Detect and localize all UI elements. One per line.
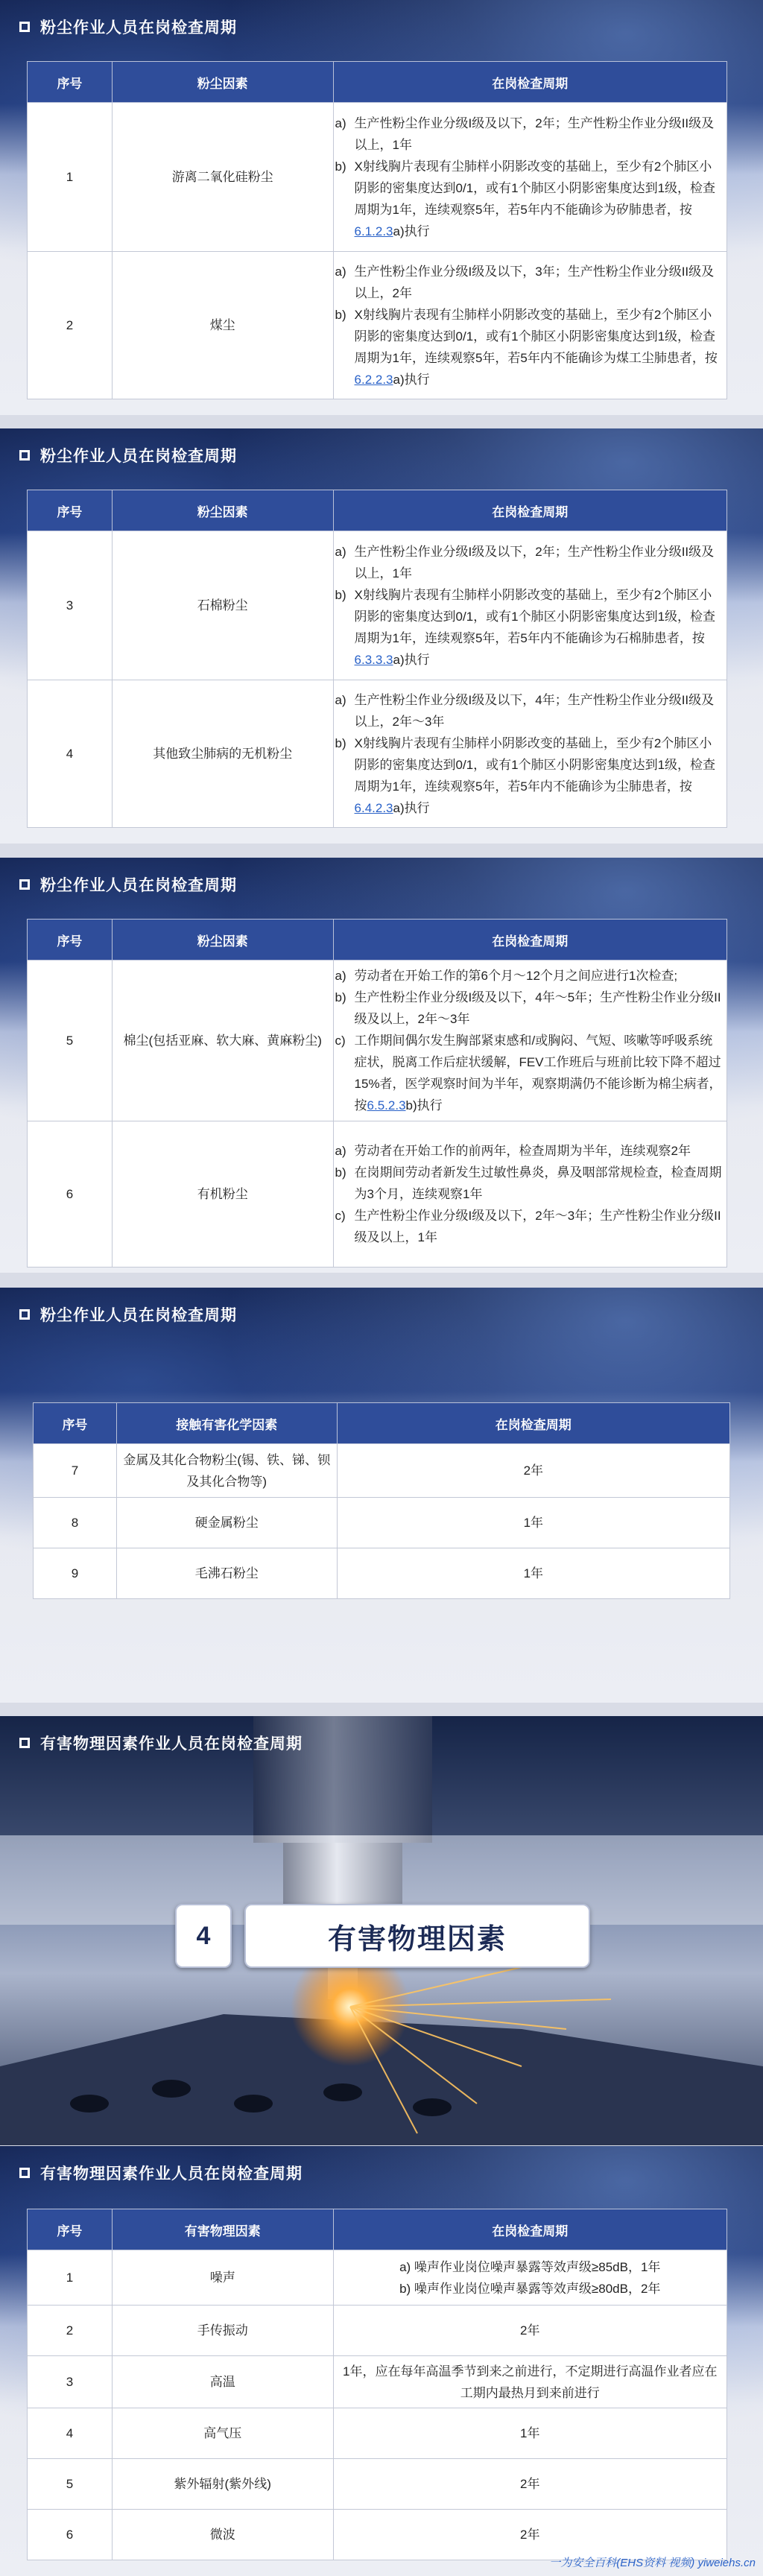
section-title-box bbox=[244, 1904, 590, 1968]
table-row bbox=[28, 2510, 727, 2560]
table-row bbox=[28, 103, 727, 252]
row-periods bbox=[333, 1121, 726, 1268]
row-no: 3 bbox=[28, 531, 113, 680]
table-row bbox=[34, 1498, 730, 1548]
header-factor: 接触有害化学因素 bbox=[116, 1403, 337, 1444]
row-period: 2年 bbox=[333, 2459, 726, 2510]
period-item: c) 工作期间偶尔发生胸部紧束感和/或胸闷、气短、咳嗽等呼吸系统症状，脱离工作后症状缓解，FEV工作班后与班前比较下降不超过15%者，医学观察时间为半年，观察期满仍不能诊断为棉尘病者，按6.5.2.3b)执行 bbox=[335, 1034, 722, 1113]
table-header-row bbox=[28, 920, 727, 961]
period-item: b) X射线胸片表现有尘肺样小阴影改变的基础上，至少有2个肺区小阴影的密集度达到0/1，或有1个肺区小阴影密集度达到1级，检查周期为1年，连续观察5年，若5年内不能确诊为煤工尘肺患者，按6.2.2.3a)执行 bbox=[335, 307, 718, 387]
row-period: 2年 bbox=[333, 2510, 726, 2560]
header-period: 在岗检查周期 bbox=[333, 2209, 726, 2250]
row-factor: 高气压 bbox=[112, 2408, 333, 2459]
title-square-icon bbox=[19, 1738, 30, 1748]
row-period bbox=[333, 2250, 726, 2306]
table-row bbox=[28, 680, 727, 828]
section-number: 4 bbox=[196, 1921, 211, 1950]
slide-dust-3 bbox=[0, 858, 763, 1273]
period-line: b) 噪声作业岗位噪声暴露等效声级≥80dB，2年 bbox=[399, 2281, 661, 2296]
slide-title: 粉尘作业人员在岗检查周期 bbox=[40, 19, 237, 37]
table-row bbox=[28, 2356, 727, 2408]
row-factor: 有机粉尘 bbox=[112, 1121, 333, 1268]
slide-title-bar bbox=[0, 2146, 763, 2200]
table-row bbox=[34, 1548, 730, 1599]
section-number-box bbox=[175, 1904, 232, 1968]
slide-dust-2 bbox=[0, 428, 763, 844]
table-row bbox=[28, 2408, 727, 2459]
period-item: b) X射线胸片表现有尘肺样小阴影改变的基础上，至少有2个肺区小阴影的密集度达到0/1，或有1个肺区小阴影密集度达到1级，检查周期为1年，连续观察5年，若5年内不能确诊为石棉肺患者，按6.3.3.3a)执行 bbox=[335, 587, 716, 667]
slide-title-bar bbox=[0, 1288, 763, 1341]
header-factor: 粉尘因素 bbox=[112, 920, 333, 961]
header-no: 序号 bbox=[28, 2209, 113, 2250]
period-item: b) 生产性粉尘作业分级I级及以下，4年～5年；生产性粉尘作业分级II级及以上，2年～3年 bbox=[335, 990, 721, 1026]
row-periods bbox=[333, 680, 726, 828]
row-no: 4 bbox=[28, 680, 113, 828]
row-factor: 石棉粉尘 bbox=[112, 531, 333, 680]
row-periods bbox=[333, 103, 726, 252]
header-factor: 粉尘因素 bbox=[112, 62, 333, 103]
row-no: 1 bbox=[28, 2250, 113, 2306]
slide-title: 粉尘作业人员在岗检查周期 bbox=[40, 448, 237, 465]
title-square-icon bbox=[19, 2168, 30, 2178]
header-no: 序号 bbox=[34, 1403, 117, 1444]
slide-dust-1 bbox=[0, 0, 763, 415]
table-row bbox=[28, 252, 727, 399]
header-period: 在岗检查周期 bbox=[333, 62, 726, 103]
row-no: 6 bbox=[28, 1121, 113, 1268]
row-no: 5 bbox=[28, 2459, 113, 2510]
row-factor: 手传振动 bbox=[112, 2306, 333, 2356]
slide-title-bar bbox=[0, 858, 763, 911]
row-period: 1年 bbox=[333, 2408, 726, 2459]
title-square-icon bbox=[19, 879, 30, 890]
clause-link[interactable]: 6.1.2.3 bbox=[354, 224, 393, 238]
table-header-row bbox=[34, 1403, 730, 1444]
row-factor: 高温 bbox=[112, 2356, 333, 2408]
slide-dust-4 bbox=[0, 1288, 763, 1703]
row-no: 1 bbox=[28, 103, 113, 252]
header-no: 序号 bbox=[28, 62, 113, 103]
row-period: 1年，应在每年高温季节到来之前进行，不定期进行高温作业者应在工期内最热月到来前进行 bbox=[333, 2356, 726, 2408]
clause-link[interactable]: 6.3.3.3 bbox=[354, 652, 393, 667]
slide-title-bar bbox=[0, 0, 763, 54]
row-factor: 紫外辐射(紫外线) bbox=[112, 2459, 333, 2510]
row-no: 6 bbox=[28, 2510, 113, 2560]
slide-physical-table bbox=[0, 2146, 763, 2576]
row-no: 7 bbox=[34, 1444, 117, 1498]
table-row bbox=[28, 961, 727, 1121]
slide-title: 有害物理因素作业人员在岗检查周期 bbox=[40, 2165, 303, 2183]
row-no: 3 bbox=[28, 2356, 113, 2408]
row-no: 9 bbox=[34, 1548, 117, 1599]
period-item: c) 生产性粉尘作业分级I级及以下，2年～3年；生产性粉尘作业分级II级及以上，1年 bbox=[335, 1209, 721, 1244]
row-periods bbox=[333, 531, 726, 680]
slide-title-bar bbox=[0, 1716, 763, 1770]
chemical-dust-table bbox=[33, 1402, 730, 1599]
period-line: a) 噪声作业岗位噪声暴露等效声级≥85dB，1年 bbox=[399, 2259, 661, 2274]
row-factor: 煤尘 bbox=[112, 252, 333, 399]
row-no: 2 bbox=[28, 252, 113, 399]
period-item: b) X射线胸片表现有尘肺样小阴影改变的基础上，至少有2个肺区小阴影的密集度达到0/1，或有1个肺区小阴影密集度达到1级，检查周期为1年，连续观察5年，若5年内不能确诊为尘肺患者，按6.4.2.3a)执行 bbox=[335, 735, 716, 815]
row-no: 2 bbox=[28, 2306, 113, 2356]
table-header-row bbox=[28, 490, 727, 531]
section-title: 有害物理因素 bbox=[327, 1923, 507, 1955]
header-period: 在岗检查周期 bbox=[333, 920, 726, 961]
header-period: 在岗检查周期 bbox=[333, 490, 726, 531]
header-period: 在岗检查周期 bbox=[337, 1403, 729, 1444]
period-item: a) 生产性粉尘作业分级I级及以下，4年；生产性粉尘作业分级II级及以上，2年～3年 bbox=[335, 692, 715, 729]
row-period: 1年 bbox=[337, 1548, 729, 1599]
physical-factor-table bbox=[27, 2209, 727, 2560]
row-no: 5 bbox=[28, 961, 113, 1121]
row-period: 2年 bbox=[333, 2306, 726, 2356]
title-square-icon bbox=[19, 1309, 30, 1320]
table-row bbox=[28, 1121, 727, 1268]
slide-title: 有害物理因素作业人员在岗检查周期 bbox=[40, 1735, 303, 1753]
row-factor: 游离二氧化硅粉尘 bbox=[112, 103, 333, 252]
header-no: 序号 bbox=[28, 920, 113, 961]
dust-table-1 bbox=[27, 61, 727, 399]
row-factor: 金属及其化合物粉尘(锡、铁、锑、钡及其化合物等) bbox=[116, 1444, 337, 1498]
table-row bbox=[28, 2250, 727, 2306]
slide-section-physical bbox=[0, 1716, 763, 2145]
table-row bbox=[28, 531, 727, 680]
row-period: 2年 bbox=[337, 1444, 729, 1498]
row-factor: 棉尘(包括亚麻、软大麻、黄麻粉尘) bbox=[112, 961, 333, 1121]
table-header-row bbox=[28, 62, 727, 103]
period-item: a) 生产性粉尘作业分级I级及以下，2年；生产性粉尘作业分级II级及以上，1年 bbox=[335, 544, 715, 580]
clause-link[interactable]: 6.5.2.3 bbox=[367, 1098, 406, 1113]
header-factor: 有害物理因素 bbox=[112, 2209, 333, 2250]
row-factor: 毛沸石粉尘 bbox=[116, 1548, 337, 1599]
table-row bbox=[28, 2306, 727, 2356]
row-factor: 其他致尘肺病的无机粉尘 bbox=[112, 680, 333, 828]
period-item: a) 生产性粉尘作业分级I级及以下，2年；生产性粉尘作业分级II级及以上，1年 bbox=[335, 115, 715, 152]
slide-title: 粉尘作业人员在岗检查周期 bbox=[40, 877, 237, 894]
period-item: b) X射线胸片表现有尘肺样小阴影改变的基础上，至少有2个肺区小阴影的密集度达到0/1，或有1个肺区小阴影密集度达到1级，检查周期为1年，连续观察5年，若5年内不能确诊为矽肺患者，按6.1.2.3a)执行 bbox=[335, 159, 716, 238]
title-square-icon bbox=[19, 22, 30, 32]
slide-title-bar bbox=[0, 428, 763, 482]
period-item: a) 生产性粉尘作业分级I级及以下，3年；生产性粉尘作业分级II级及以上，2年 bbox=[335, 264, 715, 300]
row-factor: 微波 bbox=[112, 2510, 333, 2560]
period-item: a) 劳动者在开始工作的前两年，检查周期为半年，连续观察2年 bbox=[335, 1144, 691, 1158]
row-periods bbox=[333, 252, 726, 399]
dust-table-2 bbox=[27, 490, 727, 828]
period-item: b) 在岗期间劳动者新发生过敏性鼻炎，鼻及咽部常规检查，检查周期为3个月，连续观察1年 bbox=[335, 1165, 722, 1201]
header-no: 序号 bbox=[28, 490, 113, 531]
row-no: 8 bbox=[34, 1498, 117, 1548]
row-no: 4 bbox=[28, 2408, 113, 2459]
watermark: 一为安全百科(EHS资料 视频) yiweiehs.cn bbox=[549, 2557, 756, 2569]
title-square-icon bbox=[19, 450, 30, 461]
clause-link[interactable]: 6.4.2.3 bbox=[354, 800, 393, 815]
period-item: a) 劳动者在开始工作的第6个月～12个月之间应进行1次检查; bbox=[335, 969, 678, 983]
table-header-row bbox=[28, 2209, 727, 2250]
row-period: 1年 bbox=[337, 1498, 729, 1548]
row-factor: 噪声 bbox=[112, 2250, 333, 2306]
clause-link[interactable]: 6.2.2.3 bbox=[354, 372, 393, 387]
row-factor: 硬金属粉尘 bbox=[116, 1498, 337, 1548]
table-row bbox=[34, 1444, 730, 1498]
header-factor: 粉尘因素 bbox=[112, 490, 333, 531]
table-row bbox=[28, 2459, 727, 2510]
row-periods bbox=[333, 961, 726, 1121]
dust-table-3 bbox=[27, 919, 727, 1268]
slide-title: 粉尘作业人员在岗检查周期 bbox=[40, 1307, 237, 1324]
